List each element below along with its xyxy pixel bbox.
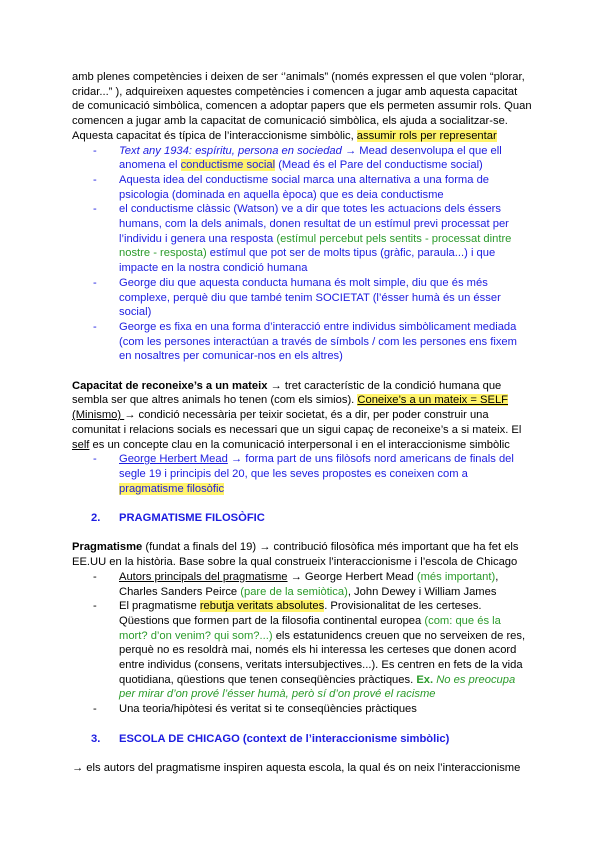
list-item: - el conductisme clàssic (Watson) ve a dir que totes les actuacions dels éssers humans, com la dels animals, donen resultat de un estímul previ processat per l’individu i genera una resposta (estímul percebut pels sentits - processat dintre nostre - resposta) estímul que pot ser de molts tipus (gràfic, paraula...) i que impacte en la nostra condició humana (119, 202, 532, 276)
list-item: - George Herbert Mead → forma part de uns filòsofs nord americans de finals del segle 19 i principis del 20, que les seves propostes es coneixen com a pragmatisme filosòfic (119, 452, 532, 496)
highlight-assumir-rols: assumir rols per representar (356, 129, 497, 142)
section-heading-2: 2. PRAGMATISME FILOSÒFIC (91, 512, 265, 525)
self-list (72, 452, 532, 496)
highlight-pragmatisme: pragmatisme filosòfic (119, 482, 225, 495)
mead-list (72, 144, 532, 365)
list-item: - Autors principals del pragmatisme → George Herbert Mead (més important), Charles Sanders Peirce (pare de la semiòtica), John Dewey i William James (119, 570, 532, 599)
highlight-conductisme-social: conductisme social (180, 159, 276, 172)
list-item: - Aquesta idea del conductisme social marca una alternativa a una forma de psicologia (dominada en aquella època) que es deia conductisme (119, 173, 532, 202)
chicago-paragraph: → els autors del pragmatisme inspiren aquesta escola, la qual és on neix l’interaccionisme (72, 761, 521, 774)
list-item: - Text any 1934: espíritu, persona en sociedad → Mead desenvolupa el que ell anomena el conductisme social (Mead és el Pare del conductisme social) (119, 144, 532, 173)
pragmatisme-list (72, 570, 532, 717)
intro-paragraph: amb plenes competències i deixen de ser ‘’animals” (només expressen el que volen “plorar, cridar...” ), adquireixen aquestes competències i comencen a jugar amb aquesta capacitat de comunicació simbòlica, comencen a adoptar papers que els permeten assumir rols. Quan comencen a jugar amb la capacitat de comunicació simbòlica, els ajuda a socialitzar-se. Aquesta capacitat és típica de l’interaccionisme simbòlic, assumir rols per representar (72, 71, 532, 142)
list-item: - George es fixa en una forma d’interacció entre individus simbòlicament mediada (com les persones interactúan a través de símbols / com les persones ens fixem en nosaltres per comunicar-nos en els altres) (119, 320, 532, 364)
list-item: - Una teoria/hipòtesi és veritat si te conseqüències pràctiques (119, 702, 532, 717)
list-item: - El pragmatisme rebutja veritats absolutes. Provisionalitat de les certeses. Qüestions que formen part de la filosofia continental europea (com: que és la mort? d’on venim? qui som?...) els estatunidencs creuen que no serveixen de res, perquè no es resoldrà mai, només els hi interessa les certeses que donen acord entre individus (consens, veritats intersubjectives...). Es centren en fets de la vida quotidiana, qüestions que tenen conseqüències pràctiques. Ex. No es preocupa per mirar d’on prové l’ésser humà, però sí d’on prové el racisme (119, 599, 532, 702)
section-heading-3: 3. ESCOLA DE CHICAGO (context de l’interaccionisme simbòlic) (91, 732, 450, 745)
list-item: - George diu que aquesta conducta humana és molt simple, diu que és més complexe, perquè diu que també tenim SOCIETAT (l’ésser humà és un ésser social) (119, 276, 532, 320)
document-page (72, 70, 532, 776)
self-paragraph: Capacitat de reconeixe’s a un mateix → tret característic de la condició humana que sembla ser que altres animals ho tenen (com els simios). Coneixe’s a un mateix = SELF (Minismo) → condició necessària per teixir societat, és a dir, per poder construir una comunitat i relacions socials es necessari que un sigui capaç de reconeixe’s a si mateix. El self es un concepte clau en la comunicació interpersonal i en el interaccionisme simbòlic (72, 379, 522, 451)
pragmatisme-paragraph: Pragmatisme (fundat a finals del 19) → contribució filosòfica més important que ha fet els EE.UU en la història. Base sobre la qual construeix l’interaccionisme i l’escola de Chicago (72, 541, 519, 569)
